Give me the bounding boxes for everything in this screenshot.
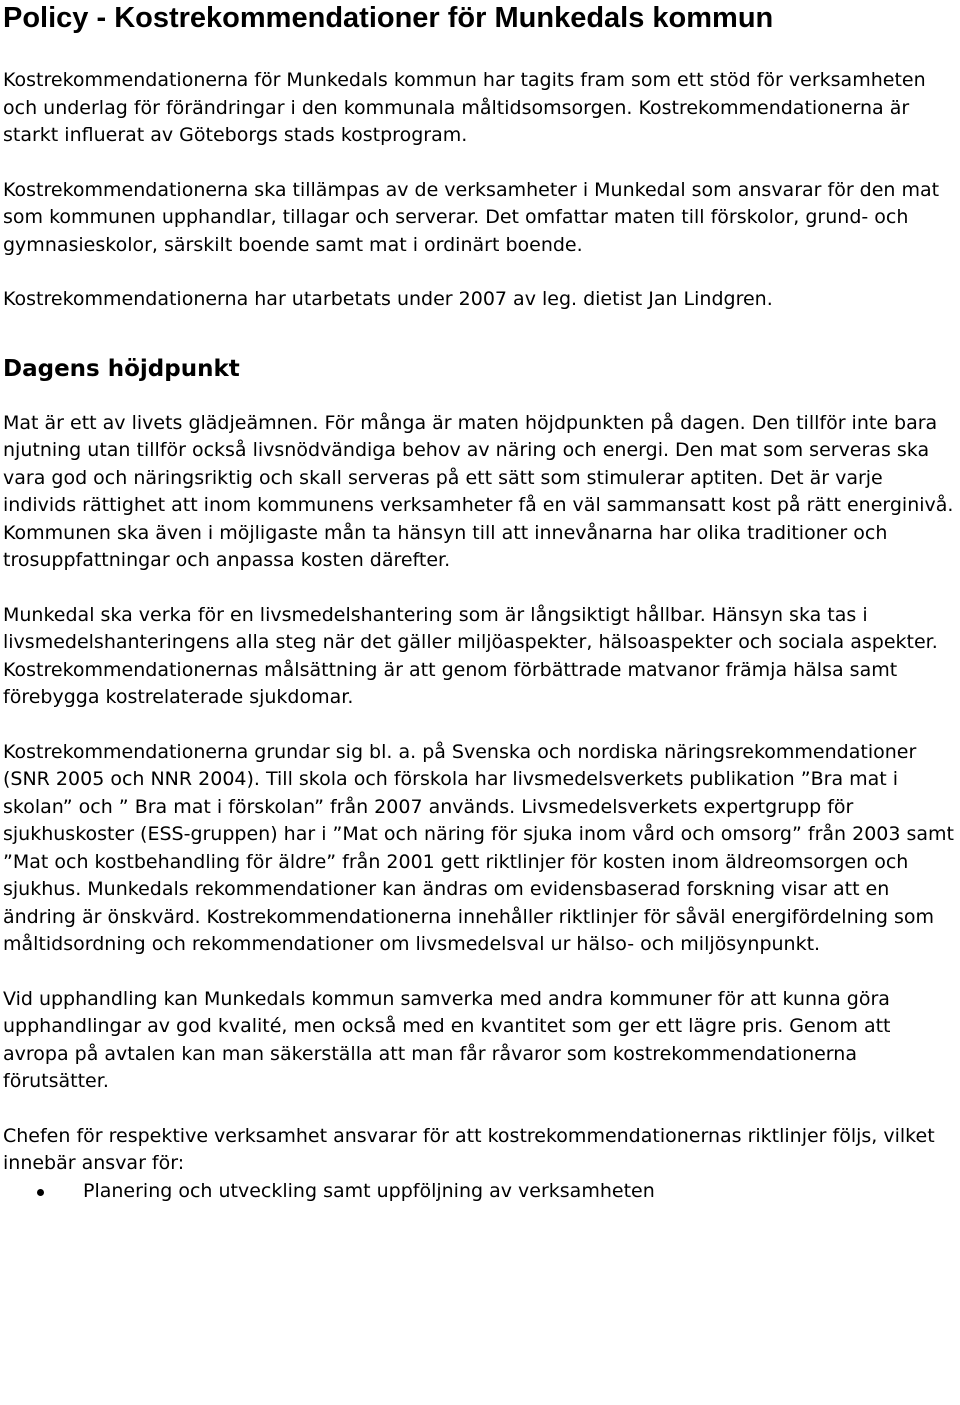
body-paragraph-3: Kostrekommendationerna grundar sig bl. a. på Svenska och nordiska näringsrekommendationer (SNR 2005 och NNR 2004). Till skola och förskola har livsmedelsverkets publikation ”Bra mat i skolan” och ” Bra mat i förskolan” från 2007 används. Livsmedelsverkets expertgrupp för sjukhuskoster (ESS-gruppen) har i ”Mat och näring för sjuka inom vård och omsorg” från 2003 samt ”Mat och kostbehandling för äldre” från 2001 gett riktlinjer för kosten inom äldreomsorgen och sjukhus. Munkedals rekommendationer kan ändras om evidensbaserad forskning visar att en ändring är önskvärd. Kostrekommendationerna innehåller riktlinjer för såväl energifördelning som måltidsordning och rekommendationer om livsmedelsval ur hälso- och miljösynpunkt. (3, 740, 954, 955)
intro-paragraph-3: Kostrekommendationerna har utarbetats under 2007 av leg. dietist Jan Lindgren. (3, 288, 773, 310)
responsibility-list (3, 1178, 960, 1206)
intro-paragraph-2: Kostrekommendationerna ska tillämpas av de verksamheter i Munkedal som ansvarar för den mat som kommunen upphandlar, tillagar och serverar. Det omfattar maten till förskolor, grund- och gymnasieskolor, särskilt boende samt mat i ordinärt boende. (3, 178, 940, 256)
section-heading: Dagens höjdpunkt (3, 355, 240, 382)
body-paragraph-2: Munkedal ska verka för en livsmedelshantering som är långsiktigt hållbar. Hänsyn ska tas i livsmedelshanteringens alla steg när det gäller miljöaspekter, hälsoaspekter och sociala aspekter. Kostrekommendationernas målsättning är att genom förbättrade matvanor främja hälsa samt förebygga kostrelaterade sjukdomar. (3, 603, 938, 708)
intro-paragraph-1: Kostrekommendationerna för Munkedals kommun har tagits fram som ett stöd för verksamheten och underlag för förändringar i den kommunala måltidsomsorgen. Kostrekommendationerna är starkt influerat av Göteborgs stads kostprogram. (3, 69, 926, 146)
list-item (3, 1178, 960, 1206)
list-item-text: Planering och utveckling samt uppföljning av verksamheten (83, 1179, 655, 1202)
bullet-icon (37, 1189, 44, 1196)
body-paragraph-4: Vid upphandling kan Munkedals kommun samverka med andra kommuner för att kunna göra upphandlingar av god kvalité, men också med en kvantitet som ger ett lägre pris. Genom att avropa på avtalen kan man säkerställa att man får råvaror som kostrekommendationerna förutsätter. (3, 987, 891, 1092)
body-paragraph-5: Chefen för respektive verksamhet ansvarar för att kostrekommendationernas riktlinjer följs, vilket innebär ansvar för: (3, 1124, 935, 1174)
body-paragraph-1: Mat är ett av livets glädjeämnen. För många är maten höjdpunkten på dagen. Den tillför inte bara njutning utan tillför också livsnödvändiga behov av näring och energi. Den mat som serveras ska vara god och näringsriktig och skall serveras på ett sätt som stimulerar aptiten. Det är varje individs rättighet att inom kommunens verksamheter få en väl sammansatt kost på rätt energinivå. Kommunen ska även i möjligaste mån ta hänsyn till att innevånarna har olika traditioner och trosuppfattningar och anpassa kosten därefter. (3, 411, 954, 571)
document-title: Policy - Kostrekommendationer för Munkedals kommun (3, 2, 774, 34)
